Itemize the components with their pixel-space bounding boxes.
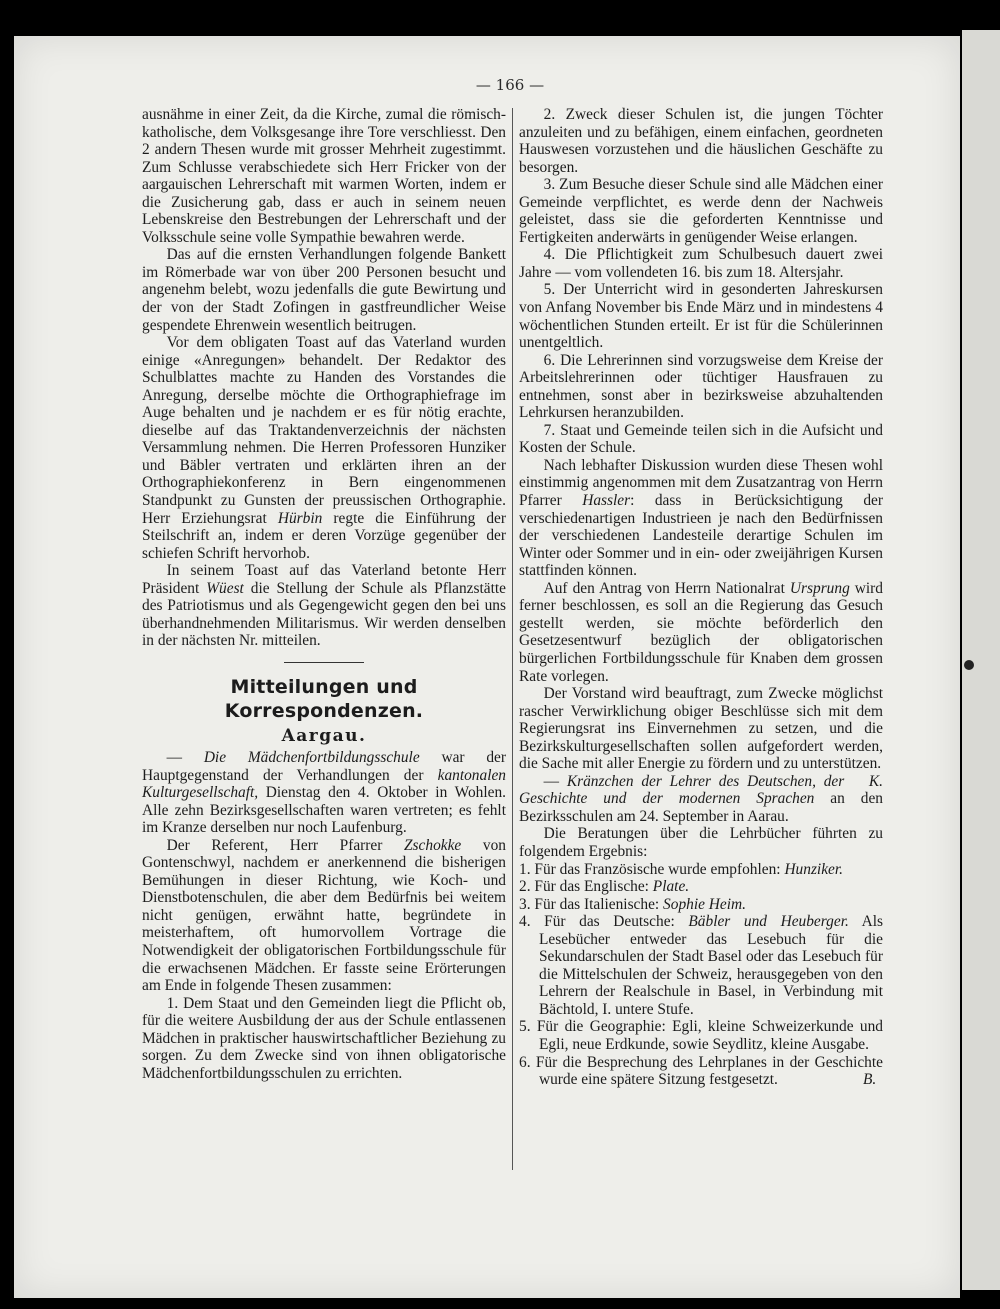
thesis-item: 6. Die Lehrerinnen sind vorzugsweise dem Kreise der Arbeitslehrerinnen oder tüchtiger Hausfrauen zu entnehmen, sonst aber in bezirksweise abzuhaltenden Lehrkursen heranzubilden. bbox=[519, 351, 883, 422]
list-item: 1. Für das Französische wurde empfohlen: Hunziker. bbox=[519, 860, 844, 878]
paragraph: Der Referent, Herr Pfarrer Zschokke von Gontenschwyl, nachdem er anerkennend die bisherigen Bemühungen in dieser Richtung, wie Koch- und Dienstbotenschulen, die aber dem Bedürfnis bei weitem nicht genügen, erwähnt hatte, begründete in meisterhaftem, oft humorvollem Vortrage die Notwendigkeit der obligatorischen Fortbildungsschule für die erwachsenen Mädchen. Er fasste seine Erörterungen am Ende in folgende Thesen zusammen: bbox=[142, 836, 506, 995]
thesis-item: 7. Staat und Gemeinde teilen sich in die Aufsicht und Kosten der Schule. bbox=[519, 421, 883, 457]
person-name: Zschokke bbox=[404, 836, 462, 854]
person-name: Hürbin bbox=[277, 509, 323, 527]
list-item: 5. Für die Geographie: Egli, kleine Schweizerkunde und Egli, neue Erdkunde, sowie Seydlitz, kleine Ausgabe. bbox=[519, 1018, 883, 1053]
paragraph: Nach lebhafter Diskussion wurden diese Thesen wohl einstimmig angenommen mit dem Zusatzantrag von Herrn Pfarrer Hassler: dass in Berücksichtigung der verschiedenartigen Industrieen je nach den Bedürfnissen der verschiedenen Landesteile derartige Schulen im Winter oder Sommer und in ein- oder zweijährigen Kursen stattfinden können. bbox=[519, 456, 883, 580]
author-initial: K. bbox=[868, 772, 883, 790]
emphasis: Kränzchen der Lehrer des Deutschen, der Geschichte und der modernen Sprachen bbox=[519, 772, 845, 808]
paragraph: Auf den Antrag von Herrn Nationalrat Ursprung wird ferner beschlossen, es soll an die Regierung das Gesuch gestellt werden, sie möchte beförderlich den Gesetzesentwurf bezüglich der obligatorischen bürgerlichen Fortbildungsschule für Knaben dem grossen Rate vorlegen. bbox=[519, 579, 883, 685]
thesis-item: 4. Die Pflichtigkeit zum Schulbesuch dauert zwei Jahre — vom vollendeten 16. bis zum 18. Altersjahr. bbox=[519, 246, 883, 281]
paragraph: Die Beratungen über die Lehrbücher führten zu folgendem Ergebnis: bbox=[519, 825, 883, 860]
person-name: Hassler bbox=[582, 492, 631, 510]
paragraph: — Die Mädchenfortbildungsschule war der Hauptgegenstand der Verhandlungen der kantonalen Kulturgesellschaft, Dienstag den 4. Oktober in Wohlen. Alle zehn Bezirksgesellschaften waren vertreten; es fehlt im Kranze derselben nur noch Laufenburg. bbox=[142, 748, 506, 837]
list-item: 3. Für das Italienische: Sophie Heim. bbox=[519, 895, 746, 913]
sub-heading: Aargau. bbox=[281, 725, 367, 746]
list-item: 4. Für das Deutsche: Bäbler und Heuberger. Als Lesebücher entweder das Lesebuch für die Sekundarschulen der Stadt Basel oder das Lesebuch für die Mittelschulen der Schweiz, herausgegeben von den Lehrern der Realschule in Basel, in Verbindung mit Bächtold, I. untere Stufe. bbox=[519, 913, 883, 1018]
emphasis: Die Mädchenfortbildungsschule bbox=[203, 748, 420, 766]
page-number: — 166 — bbox=[475, 76, 545, 94]
paragraph: Der Vorstand wird beauftragt, zum Zwecke möglichst rascher Verwirklichung obiger Beschlüsse sich mit dem Regierungsrat ins Einvernehmen zu setzen, und die Bezirkskulturgesellschaften sollen aufgefordert werden, die Sache mit aller Energie zu fördern und zu unterstützen. K. bbox=[519, 685, 883, 790]
left-column bbox=[142, 106, 506, 1082]
section-heading: Mitteilungen und Korrespondenzen. bbox=[224, 675, 424, 722]
person-name: Wüest bbox=[206, 579, 244, 597]
paragraph: ausnähme in einer Zeit, da die Kirche, zumal die römisch-katholische, dem Volksgesange ihre Tore verschliesst. Den 2 andern Thesen wurde mit grosser Mehrheit zugestimmt. Zum Schlusse verabschiedete sich Herr Fricker von der aargauischen Lehrerschaft mit warmen Worten, indem er die Zusicherung gab, dass er auch in seinem neuen Lebenskreise den Bestrebungen der Lehrerschaft und der Volksschule seine volle Sympathie bewahren werde. bbox=[142, 106, 506, 246]
column-divider bbox=[512, 108, 513, 1170]
thesis-item: 5. Der Unterricht wird in gesonderten Jahreskursen von Anfang November bis Ende März und in mindestens 4 wöchentlichen Stunden erteilt. Er ist für die Schülerinnen unentgeltlich. bbox=[519, 281, 883, 352]
thesis-item: 2. Zweck dieser Schulen ist, die jungen Töchter anzuleiten und zu befähigen, einem einfachen, geordneten Hauswesen vorzustehen und die häuslichen Geschäfte zu besorgen. bbox=[519, 106, 883, 176]
emphasis: kantonalen Kulturgesellschaft, bbox=[142, 766, 506, 802]
section-divider bbox=[284, 662, 364, 663]
thesis-item: 3. Zum Besuche dieser Schule sind alle Mädchen einer Gemeinde verpflichtet, es werde denn der Nachweis geleistet, dass sie die geforderten Kenntnisse und Fertigkeiten anderwärts in genügender Weise erlangen. bbox=[519, 176, 883, 246]
thesis-item: 1. Dem Staat und den Gemeinden liegt die Pflicht ob, für die weitere Ausbildung der aus der Schule entlassenen Mädchen in praktischer hauswirtschaftlicher Beziehung zu sorgen. Zu dem Zwecke sind von ihnen obligatorische Mädchenfortbildungsschulen zu errichten. bbox=[142, 994, 506, 1082]
paragraph: — Kränzchen der Lehrer des Deutschen, der Geschichte und der modernen Sprachen an den Bezirksschulen am 24. September in Aarau. bbox=[519, 772, 883, 825]
binding-mark bbox=[964, 660, 974, 670]
list-item: 2. Für das Englische: Plate. bbox=[519, 878, 690, 896]
right-column bbox=[519, 106, 883, 1089]
paragraph: Das auf die ernsten Verhandlungen folgende Bankett im Römerbade war von über 200 Personen besucht und angenehm belebt, wozu jedenfalls die gute Bewirtung und der von der Stadt Zofingen in gastfreundlicher Weise gespendete Ehrenwein wesentlich beitrugen. bbox=[142, 246, 506, 334]
paragraph: Vor dem obligaten Toast auf das Vaterland wurden einige «Anregungen» behandelt. Der Redaktor des Schulblattes machte zu Handen des Vorstandes die Anregung, derselbe möchte die Orthographiefrage im Auge behalten und je nachdem er es für nötig erachte, dieselbe auf das Traktandenverzeichnis der nächsten Versammlung nehmen. Die Herren Professoren Hunziker und Bäbler vertraten und erklärten ihren an der Orthographiekonferenz in Bern eingenommenen Standpunkt zu Gunsten der preussischen Orthographie. Herr Erziehungsrat Hürbin regte die Einführung der Steilschrift an, indem er deren Vorzüge gegenüber der schiefen Schrift hervorhob. bbox=[142, 334, 507, 562]
list-item: 6. Für die Besprechung des Lehrplanes in der Geschichte wurde eine spätere Sitzung festgesetzt. B. bbox=[519, 1053, 883, 1089]
person-name: Ursprung bbox=[789, 579, 850, 597]
paragraph: In seinem Toast auf das Vaterland betonte Herr Präsident Wüest die Stellung der Schule als Pflanzstätte des Patriotismus und als Gegengewicht gegen den bei uns überhandnehmenden Militarismus. Wir werden denselben in der nächsten Nr. mitteilen. bbox=[142, 562, 506, 650]
